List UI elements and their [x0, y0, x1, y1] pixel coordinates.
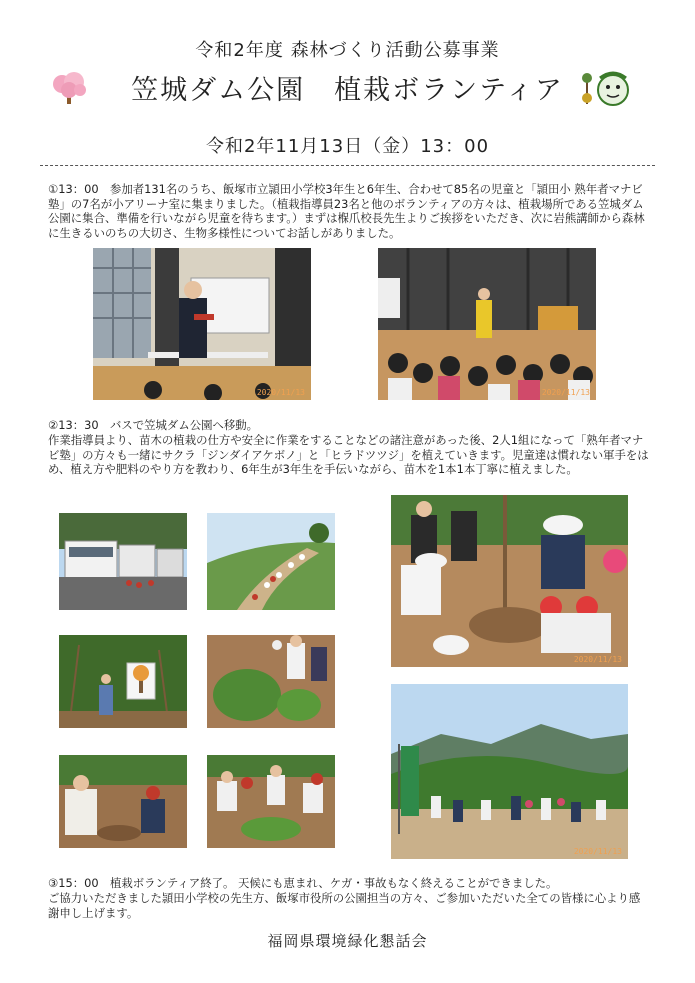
photo-date-stamp: 2020/11/13 — [573, 847, 622, 856]
section-2-text: 作業指導員より、苗木の植栽の仕方や安全に作業をすることなどの諸注意があった後、2人1組になって「熟年者マナビ塾」の方々も一緒にサクラ「ジンダイアケボノ」と「ヒラドツツジ」を植えていきます。児童達は慣れない軍手をはめ、植え方や肥料のやり方を教わり、6年生が3年生を手伝いながら、苗木を1本1本丁寧に植えました。 — [48, 433, 649, 477]
section-3-heading: ③15：00 植栽ボランティア終了。 天候にも恵まれ、ケガ・事故もなく終えることができました。 — [48, 876, 558, 890]
event-date: 令和2年11月13日（金）13：00 — [205, 136, 490, 157]
section-3-text: ご協力いただきました頴田小学校の先生方、飯塚市役所の公園担当の方々、ご参加いただいた全ての皆様に心より感謝申し上げます。 — [48, 891, 641, 920]
photo-instructor-sign — [59, 635, 187, 728]
photo-buses — [59, 513, 187, 610]
mascot-logo-icon — [580, 68, 630, 110]
photo-date-stamp: 2020/11/13 — [256, 388, 305, 397]
photo-date-stamp: 2020/11/13 — [573, 655, 622, 664]
section-1-text: ①13：00 参加者131名のうち、飯塚市立頴田小学校3年生と6年生、合わせて85名の児童と「頴田小 熟年者マナビ塾」の7名が小アリーナ室に集まりました。（植栽指導員23名と他のボランティアの方々は、植栽場所である笠城ダム公園に集合、準備を行いながら児童を待ちます。）まずは椺爪校長先生よりご挨拶をいただき、次に岩熊講師から森林に生きるいのちの大切さ、生物多様性についてお話しがありました。 — [48, 182, 645, 240]
photo-principal-speech — [93, 248, 311, 400]
divider — [40, 165, 655, 166]
photo-group-planting — [207, 755, 335, 848]
photo-children-digging — [59, 755, 187, 848]
photo-sakura-planting — [391, 495, 628, 667]
photo-lecture-students — [378, 248, 596, 400]
organization-name: 福岡県環境緑化懇話会 — [267, 932, 428, 950]
photo-walking-path — [207, 513, 335, 610]
section-2-heading: ②13：30 バスで笠城ダム公園へ移動。 — [48, 418, 259, 432]
event-title: 笠城ダム公園 植栽ボランティア — [131, 75, 564, 106]
photo-date-stamp: 2020/11/13 — [541, 388, 590, 397]
photo-park-panorama — [391, 684, 628, 859]
event-subtitle: 令和2年度 森林づくり活動公募事業 — [195, 40, 500, 61]
photo-planting-shrubs — [207, 635, 335, 728]
